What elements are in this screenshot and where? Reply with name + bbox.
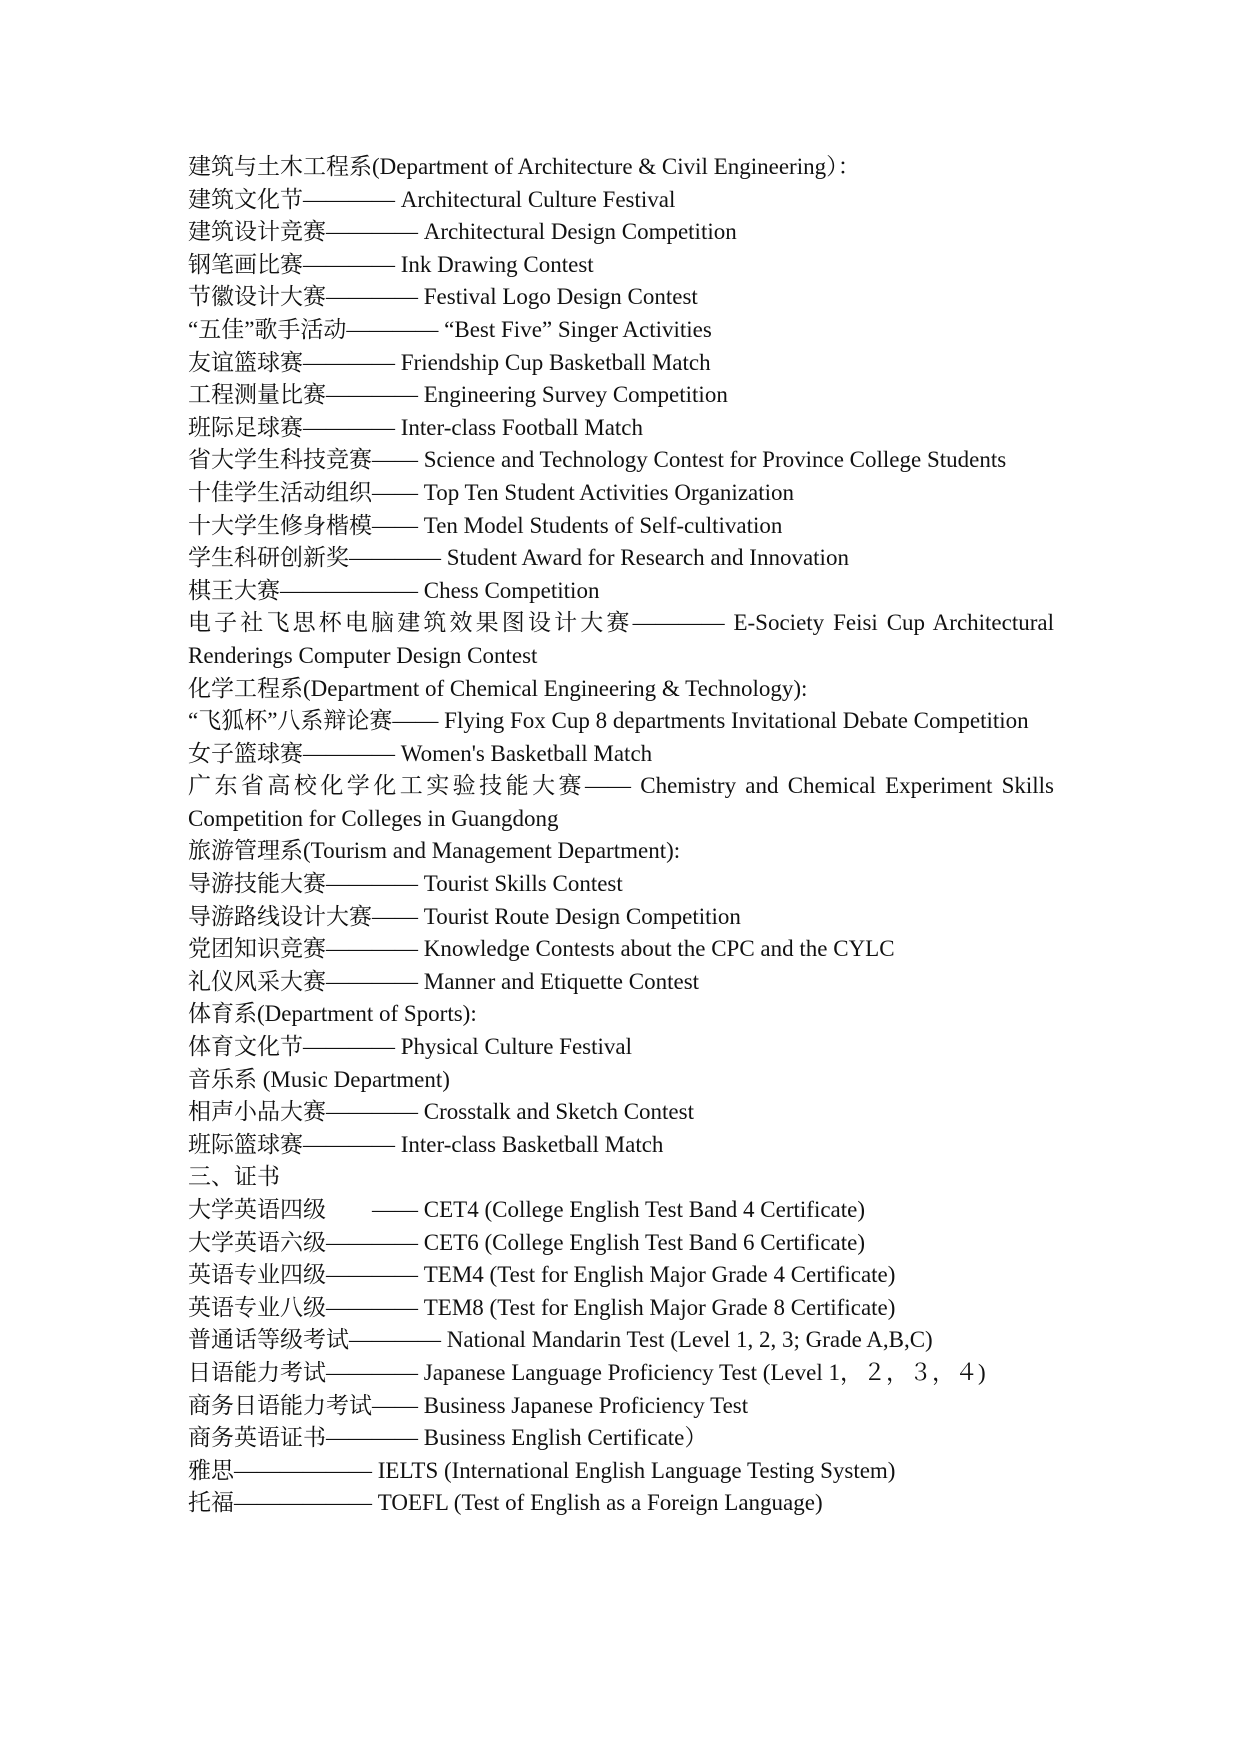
list-item: 广东省高校化学化工实验技能大赛—— Chemistry and Chemical Experiment Skills Competition for Colleges in Guangdong [188,773,1054,831]
list-item: 商务日语能力考试—— Business Japanese Proficiency Test [188,1392,749,1418]
list-item: 党团知识竞赛———— Knowledge Contests about the CPC and the CYLC [188,936,895,962]
list-item: 雅思—————— IELTS (International English Language Testing System) [188,1457,896,1483]
list-item: 钢笔画比赛———— Ink Drawing Contest [188,251,594,277]
list-item: 建筑设计竞赛———— Architectural Design Competition [188,219,737,245]
list-item: 大学英语四级 —— CET4 (College English Test Band 4 Certificate) [188,1197,866,1222]
list-item: 托福—————— TOEFL (Test of English as a Foreign Language) [188,1490,823,1516]
list-item: 友谊篮球赛———— Friendship Cup Basketball Match [188,349,711,375]
list-item: 十大学生修身楷模—— Ten Model Students of Self-cultivation [188,512,783,538]
list-item: 电子社飞思杯电脑建筑效果图设计大赛———— E-Society Feisi Cup Architectural Renderings Computer Design Contest [188,610,1054,668]
list-item: 相声小品大赛———— Crosstalk and Sketch Contest [188,1099,694,1125]
list-item: 商务英语证书———— Business English Certificate） [188,1425,708,1451]
list-item: 大学英语六级———— CET6 (College English Test Band 6 Certificate) [188,1229,866,1255]
list-item: 体育文化节———— Physical Culture Festival [188,1034,633,1060]
section-heading-music: 音乐系 (Music Department) [188,1066,450,1092]
list-item: 节徽设计大赛———— Festival Logo Design Contest [188,284,698,310]
list-item: “飞狐杯”八系辩论赛—— Flying Fox Cup 8 departments Invitational Debate Competition [188,708,1029,734]
list-item: 棋王大赛—————— Chess Competition [188,577,600,603]
list-item: 英语专业四级———— TEM4 (Test for English Major Grade 4 Certificate) [188,1262,896,1288]
section-heading-certificates: 三、证书 [188,1164,280,1190]
list-item: 班际足球赛———— Inter-class Football Match [188,414,644,440]
section-heading-sports: 体育系(Department of Sports): [188,1001,477,1027]
section-heading-architecture: 建筑与土木工程系(Department of Architecture & Civil Engineering）： [188,154,861,179]
list-item: 省大学生科技竞赛—— Science and Technology Contest for Province College Students [188,447,1007,473]
list-item: 工程测量比赛———— Engineering Survey Competition [188,382,728,408]
list-item: 建筑文化节———— Architectural Culture Festival [188,186,676,212]
list-item: 班际篮球赛———— Inter-class Basketball Match [188,1131,664,1157]
list-item: 日语能力考试———— Japanese Language Proficiency Test (Level 1，２，３，４) [188,1359,986,1385]
list-item: 英语专业八级———— TEM8 (Test for English Major Grade 8 Certificate) [188,1294,896,1320]
section-heading-chemical: 化学工程系(Department of Chemical Engineering & Technology): [188,675,808,701]
list-item: 十佳学生活动组织—— Top Ten Student Activities Organization [188,479,795,505]
list-item: 学生科研创新奖———— Student Award for Research and Innovation [188,545,849,571]
list-item: 导游技能大赛———— Tourist Skills Contest [188,871,623,897]
list-item: 导游路线设计大赛—— Tourist Route Design Competition [188,903,741,929]
list-item: 普通话等级考试———— National Mandarin Test (Level 1, 2, 3; Grade A,B,C) [188,1327,933,1353]
document-body [188,151,1054,1520]
section-heading-tourism: 旅游管理系(Tourism and Management Department): [188,838,681,864]
list-item: 礼仪风采大赛———— Manner and Etiquette Contest [188,968,700,994]
list-item: “五佳”歌手活动———— “Best Five” Singer Activities [188,316,712,342]
list-item: 女子篮球赛———— Women's Basketball Match [188,740,653,766]
